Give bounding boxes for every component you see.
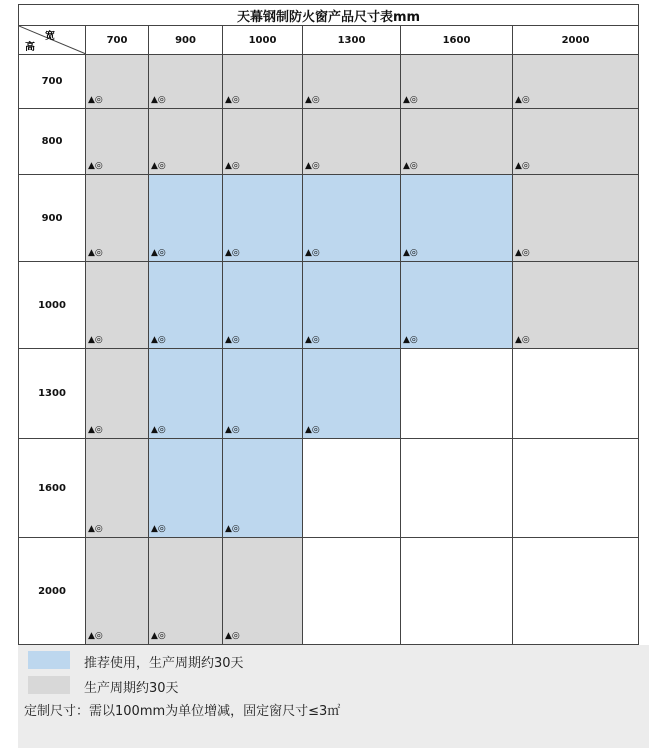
available-size-cell — [86, 175, 149, 262]
column-header: 900 — [149, 26, 223, 55]
cell-marks: ▲◎ — [225, 425, 240, 435]
cell-marks: ▲◎ — [88, 335, 103, 345]
recommended-size-cell — [223, 262, 303, 349]
recommended-swatch — [28, 651, 70, 669]
custom-size-note: 定制尺寸：需以100mm为单位增减，固定窗尺寸≤3㎡ — [24, 704, 341, 719]
available-size-cell — [86, 439, 149, 538]
row-header: 1300 — [19, 349, 86, 439]
cell-marks: ▲◎ — [515, 335, 530, 345]
legend — [18, 645, 649, 748]
recommended-size-cell — [149, 439, 223, 538]
cell-marks: ▲◎ — [225, 95, 240, 105]
available-size-cell — [513, 55, 639, 109]
unavailable-size-cell — [303, 439, 401, 538]
cell-marks: ▲◎ — [151, 524, 166, 534]
width-axis-label: 宽 — [45, 31, 55, 42]
available-size-cell — [86, 538, 149, 645]
recommended-size-cell — [223, 349, 303, 439]
table-row — [19, 262, 639, 349]
available-size-cell — [223, 55, 303, 109]
column-header: 1600 — [401, 26, 513, 55]
available-size-cell — [223, 538, 303, 645]
column-header: 2000 — [513, 26, 639, 55]
row-header: 1600 — [19, 439, 86, 538]
recommended-size-cell — [149, 262, 223, 349]
cell-marks: ▲◎ — [88, 425, 103, 435]
cell-marks: ▲◎ — [225, 631, 240, 641]
cell-marks: ▲◎ — [88, 631, 103, 641]
row-header: 800 — [19, 109, 86, 175]
cell-marks: ▲◎ — [515, 248, 530, 258]
cell-marks: ▲◎ — [151, 95, 166, 105]
available-legend-text: 生产周期约30天 — [84, 681, 179, 696]
cell-marks: ▲◎ — [305, 248, 320, 258]
cell-marks: ▲◎ — [88, 161, 103, 171]
recommended-size-cell — [401, 262, 513, 349]
cell-marks: ▲◎ — [305, 425, 320, 435]
available-size-cell — [401, 55, 513, 109]
cell-marks: ▲◎ — [88, 524, 103, 534]
corner-cell — [19, 26, 86, 55]
available-size-cell — [86, 109, 149, 175]
recommended-legend-text: 推荐使用，生产周期约30天 — [84, 656, 244, 671]
available-size-cell — [223, 109, 303, 175]
cell-marks: ▲◎ — [403, 248, 418, 258]
cell-marks: ▲◎ — [515, 161, 530, 171]
cell-marks: ▲◎ — [403, 161, 418, 171]
available-size-cell — [149, 109, 223, 175]
available-size-cell — [86, 262, 149, 349]
cell-marks: ▲◎ — [88, 248, 103, 258]
recommended-size-cell — [223, 439, 303, 538]
recommended-size-cell — [303, 175, 401, 262]
unavailable-size-cell — [401, 349, 513, 439]
cell-marks: ▲◎ — [305, 335, 320, 345]
recommended-size-cell — [149, 349, 223, 439]
available-size-cell — [149, 538, 223, 645]
row-header: 2000 — [19, 538, 86, 645]
row-header: 1000 — [19, 262, 86, 349]
available-size-cell — [303, 55, 401, 109]
recommended-size-cell — [303, 349, 401, 439]
unavailable-size-cell — [513, 439, 639, 538]
table-row — [19, 538, 639, 645]
table-row — [19, 109, 639, 175]
available-size-cell — [513, 262, 639, 349]
available-size-cell — [303, 109, 401, 175]
column-header: 1000 — [223, 26, 303, 55]
recommended-size-cell — [303, 262, 401, 349]
available-swatch — [28, 676, 70, 694]
recommended-size-cell — [223, 175, 303, 262]
table-row — [19, 55, 639, 109]
unavailable-size-cell — [513, 538, 639, 645]
available-size-cell — [513, 175, 639, 262]
table-row — [19, 349, 639, 439]
cell-marks: ▲◎ — [151, 161, 166, 171]
available-size-cell — [401, 109, 513, 175]
table-row — [19, 175, 639, 262]
size-table — [18, 4, 639, 645]
cell-marks: ▲◎ — [225, 248, 240, 258]
cell-marks: ▲◎ — [225, 335, 240, 345]
column-header: 700 — [86, 26, 149, 55]
unavailable-size-cell — [401, 538, 513, 645]
available-size-cell — [149, 55, 223, 109]
cell-marks: ▲◎ — [403, 335, 418, 345]
cell-marks: ▲◎ — [305, 161, 320, 171]
row-header: 700 — [19, 55, 86, 109]
cell-marks: ▲◎ — [151, 425, 166, 435]
cell-marks: ▲◎ — [88, 95, 103, 105]
recommended-size-cell — [149, 175, 223, 262]
cell-marks: ▲◎ — [225, 524, 240, 534]
cell-marks: ▲◎ — [225, 161, 240, 171]
cell-marks: ▲◎ — [151, 631, 166, 641]
unavailable-size-cell — [401, 439, 513, 538]
height-axis-label: 高 — [25, 42, 35, 53]
table-row — [19, 439, 639, 538]
table-title: 天幕钢制防火窗产品尺寸表mm — [19, 5, 639, 26]
row-header: 900 — [19, 175, 86, 262]
recommended-size-cell — [401, 175, 513, 262]
unavailable-size-cell — [303, 538, 401, 645]
available-size-cell — [513, 109, 639, 175]
cell-marks: ▲◎ — [515, 95, 530, 105]
cell-marks: ▲◎ — [151, 248, 166, 258]
unavailable-size-cell — [513, 349, 639, 439]
cell-marks: ▲◎ — [305, 95, 320, 105]
column-header: 1300 — [303, 26, 401, 55]
cell-marks: ▲◎ — [151, 335, 166, 345]
cell-marks: ▲◎ — [403, 95, 418, 105]
available-size-cell — [86, 349, 149, 439]
available-size-cell — [86, 55, 149, 109]
